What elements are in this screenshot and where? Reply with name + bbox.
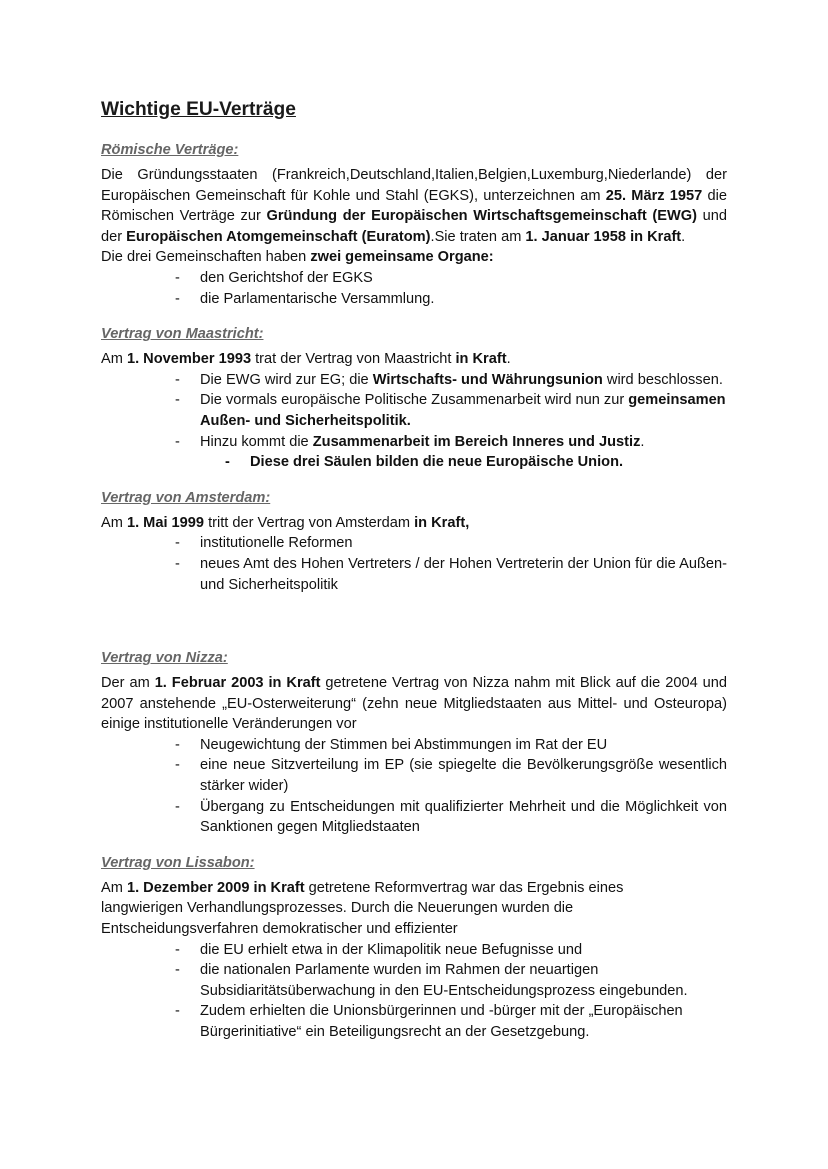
list-item: - institutionelle Reformen [175, 535, 353, 552]
section-heading: Vertrag von Nizza: [101, 650, 228, 667]
paragraph: Die drei Gemeinschaften haben zwei gemeinsame Organe: [101, 249, 494, 266]
list-item: - Hinzu kommt die Zusammenarbeit im Bereich Inneres und Justiz. [175, 433, 645, 450]
list-item: - die Parlamentarische Versammlung. [175, 290, 435, 307]
list-item: - Zudem erhielten die Unionsbürgerinnen und -bürger mit der „Europäischen Bürgerinitiative“ ein Beteiligungsrecht an der Gesetzgebung. [175, 1003, 683, 1040]
section-maastricht [101, 324, 727, 473]
list-item: - die nationalen Parlamente wurden im Rahmen der neuartigen Subsidiaritätsüberwachung in den EU-Entscheidungsprozess eingebunden. [175, 962, 688, 999]
list-item: - neues Amt des Hohen Vertreters / der Hohen Vertreterin der Union für die Außen- und Sicherheitspolitik [175, 555, 727, 593]
sub-list-item: - Diese drei Säulen bilden die neue Europäische Union. [225, 454, 624, 471]
page-title: Wichtige EU-Verträge [101, 99, 296, 120]
paragraph: Am 1. Mai 1999 tritt der Vertrag von Amsterdam in Kraft, [101, 514, 470, 531]
section-lissabon [101, 853, 727, 1043]
section-heading: Vertrag von Maastricht: [101, 326, 264, 343]
bullet-list [101, 533, 727, 595]
paragraph: Die Gründungsstaaten (Frankreich,Deutschland,Italien,Belgien,Luxemburg,Niederlande) der Europäischen Gemeinschaft für Kohle und Stahl (EGKS), unterzeichnen am 25. März 1957 die Römischen Verträge zur Gründung der Europäischen Wirtschaftsgemeinschaft (EWG) und der Europäischen Atomgemeinschaft (Euratom).Sie traten am 1. Januar 1958 in Kraft. [101, 167, 728, 245]
section-heading: Römische Verträge: [101, 142, 239, 158]
list-item: - die EU erhielt etwa in der Klimapolitik neue Befugnisse und [175, 941, 583, 958]
bullet-list [101, 940, 727, 1043]
list-item: - eine neue Sitzverteilung im EP (sie spiegelte die Bevölkerungsgröße wesentlich stärker wider) [175, 757, 727, 795]
paragraph: Der am 1. Februar 2003 in Kraft getretene Vertrag von Nizza nahm mit Blick auf die 2004 und 2007 anstehende „EU-Osterweiterung“ (zehn neue Mitgliedstaaten aus Mittel- und Osteuropa) einige institutionelle Veränderungen vor [101, 675, 727, 733]
list-item: - Übergang zu Entscheidungen mit qualifizierter Mehrheit und die Möglichkeit von Sanktionen gegen Mitgliedstaaten [175, 798, 727, 836]
bullet-list [101, 370, 727, 473]
bullet-list [101, 268, 727, 309]
paragraph: Am 1. Dezember 2009 in Kraft getretene Reformvertrag war das Ergebnis eines langwierigen Verhandlungsprozesses. Durch die Neuerungen wurden die Entscheidungsverfahren demokratischer und effizienter [101, 879, 624, 938]
spacer [101, 610, 727, 648]
section-roemische-vertraege [101, 140, 727, 309]
section-nizza [101, 648, 727, 838]
bullet-list [101, 735, 727, 838]
section-heading: Vertrag von Lissabon: [101, 854, 255, 871]
list-item: - Die EWG wird zur EG; die Wirtschafts- und Währungsunion wird beschlossen. [175, 371, 723, 388]
paragraph: Am 1. November 1993 trat der Vertrag von Maastricht in Kraft. [101, 351, 511, 368]
list-item: - den Gerichtshof der EGKS [175, 269, 373, 286]
list-item: - Neugewichtung der Stimmen bei Abstimmungen im Rat der EU [175, 736, 608, 753]
list-item: - Die vormals europäische Politische Zusammenarbeit wird nun zur gemeinsamen Außen- und Sicherheitspolitik. [175, 392, 726, 429]
section-amsterdam [101, 488, 727, 595]
section-heading: Vertrag von Amsterdam: [101, 489, 271, 506]
